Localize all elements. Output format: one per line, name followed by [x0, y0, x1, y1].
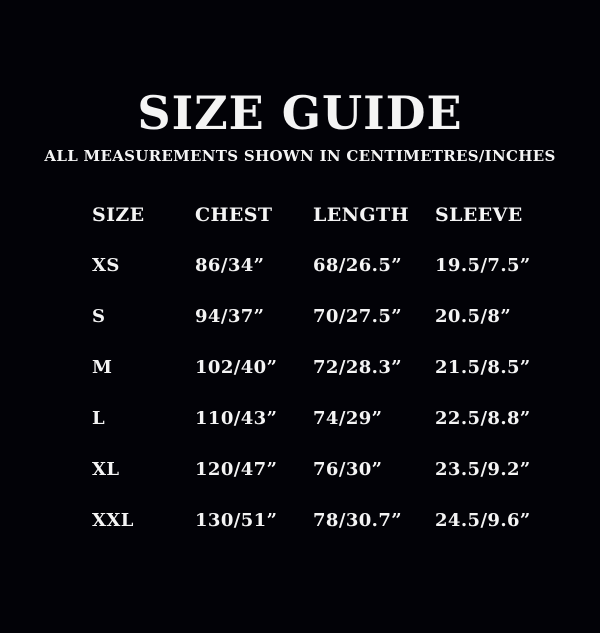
- sleeve-cell: 21.5/8.5”: [435, 357, 531, 378]
- sleeve-cell: 24.5/9.6”: [435, 510, 531, 531]
- size-cell: XL: [92, 459, 120, 480]
- table-row: [92, 393, 600, 444]
- length-cell: 70/27.5”: [313, 306, 403, 327]
- page-title: SIZE GUIDE: [137, 86, 463, 140]
- size-cell: XS: [92, 255, 120, 276]
- chest-cell: 110/43”: [195, 408, 278, 429]
- chest-cell: 102/40”: [195, 357, 278, 378]
- length-cell: 74/29”: [313, 408, 383, 429]
- size-cell: M: [92, 357, 113, 378]
- size-cell: S: [92, 306, 106, 327]
- table-row: [92, 342, 600, 393]
- size-table: [0, 189, 600, 546]
- column-header-sleeve: SLEEVE: [435, 203, 523, 226]
- sleeve-cell: 19.5/7.5”: [435, 255, 531, 276]
- sleeve-cell: 20.5/8”: [435, 306, 512, 327]
- size-cell: L: [92, 408, 106, 429]
- length-cell: 78/30.7”: [313, 510, 403, 531]
- sleeve-cell: 22.5/8.8”: [435, 408, 531, 429]
- length-cell: 76/30”: [313, 459, 383, 480]
- size-cell: XXL: [92, 510, 134, 531]
- table-row: [92, 495, 600, 546]
- chest-cell: 86/34”: [195, 255, 265, 276]
- page-subtitle: ALL MEASUREMENTS SHOWN IN CENTIMETRES/INCHES: [44, 147, 556, 165]
- column-header-chest: CHEST: [195, 203, 273, 226]
- column-header-length: LENGTH: [313, 203, 409, 226]
- length-cell: 68/26.5”: [313, 255, 403, 276]
- table-row: [92, 291, 600, 342]
- chest-cell: 94/37”: [195, 306, 265, 327]
- chest-cell: 130/51”: [195, 510, 278, 531]
- sleeve-cell: 23.5/9.2”: [435, 459, 531, 480]
- length-cell: 72/28.3”: [313, 357, 403, 378]
- column-header-size: SIZE: [92, 203, 145, 226]
- table-row: [92, 444, 600, 495]
- table-header-row: [92, 189, 600, 240]
- chest-cell: 120/47”: [195, 459, 278, 480]
- table-row: [92, 240, 600, 291]
